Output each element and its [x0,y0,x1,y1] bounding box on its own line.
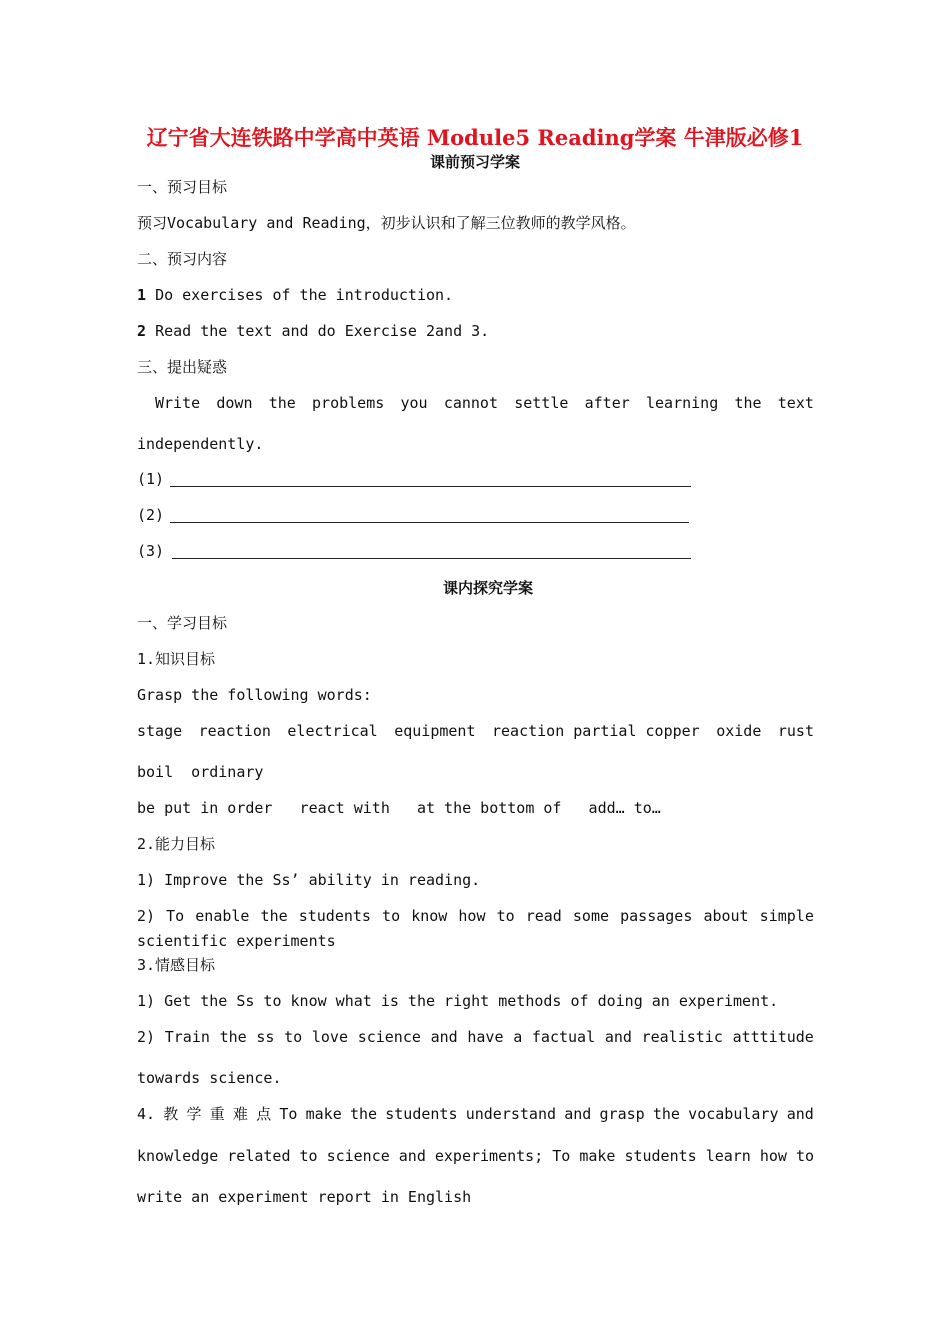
ability-goal-heading: 2.能力目标 [137,835,216,853]
word: to [795,1147,814,1165]
word: vocabulary [688,1105,779,1123]
word: atttitude [732,1028,814,1046]
vocab-line-2: boil ordinary [137,763,264,781]
word: cannot [443,394,498,412]
word: students [298,907,371,925]
knowledge-intro: Grasp the following words: [137,686,372,704]
section-preview-content: 二、预习内容 [137,250,228,268]
focus-line-2 [137,1146,814,1166]
word: 难 [232,1105,248,1123]
word: problems [312,394,385,412]
ability-goal-1: 1) Improve the Ss’ ability in reading. [137,871,481,889]
word: Train [164,1028,210,1046]
word: To [552,1147,571,1165]
word: To [166,907,185,925]
phrases-line: be put in order react with at the bottom of add… to… [137,799,661,817]
word: know [411,907,448,925]
word: experiments; [434,1147,544,1165]
word: to [284,1028,303,1046]
focus-line-3: write an experiment report in English [137,1188,472,1206]
blank-label-2: (2) [137,506,165,524]
word: and [430,1028,458,1046]
word: oxide [716,722,762,740]
word: the [734,394,762,412]
questions-instruction-cont: independently. [137,435,264,453]
emotion-goal-heading: 3.情感目标 [137,956,216,974]
word: Write [155,394,201,412]
word: love [311,1028,348,1046]
word: about [703,907,749,925]
document-title: 辽宁省大连铁路中学高中英语 Module5 Reading学案 牛津版必修1 [146,125,804,150]
word: how [458,907,486,925]
word: grasp [599,1105,645,1123]
word: down [216,394,253,412]
word: related [227,1147,291,1165]
ability-goal-2 [137,906,814,926]
word: make [305,1105,342,1123]
word: reaction partial copper [492,722,700,740]
answer-line-2[interactable] [170,522,689,523]
word: factual [531,1028,596,1046]
focus-line-1 [137,1104,814,1124]
word: to [299,1147,318,1165]
word: 4. [137,1105,156,1123]
word: 重 [209,1105,225,1123]
section-preview-goal: 一、预习目标 [137,178,228,196]
answer-line-3[interactable] [172,558,691,559]
word: 2) [137,907,156,925]
section-questions: 三、提出疑惑 [137,358,228,376]
word: 点 [256,1105,272,1123]
word: settle [514,394,569,412]
item-number: 1 [137,286,147,304]
item-number: 2 [137,322,147,340]
word: reaction [198,722,271,740]
word: the [268,394,296,412]
word: how [759,1147,787,1165]
word: stage [137,722,183,740]
word: 学 [186,1105,202,1123]
word: students [385,1105,458,1123]
section-learning-goals: 一、学习目标 [137,614,228,632]
word: the [219,1028,247,1046]
preview-goal-text: 预习Vocabulary and Reading，初步认识和了解三位教师的教学风格。 [137,214,636,232]
inclass-heading: 课内探究学案 [442,579,533,597]
word: read [525,907,562,925]
word: you [400,394,428,412]
item-text: Do exercises of the introduction. [155,286,454,304]
word: to [496,907,515,925]
word: learn [705,1147,751,1165]
word: learning [646,394,719,412]
blank-label-3: (3) [137,542,165,560]
word: knowledge [137,1147,219,1165]
item-text: Read the text and do Exercise 2and 3. [155,322,490,340]
word: science [357,1028,421,1046]
word: the [349,1105,378,1123]
word: have [467,1028,504,1046]
word: passages [620,907,693,925]
answer-line-1[interactable] [170,486,691,487]
word: after [584,394,630,412]
emotion-goal-1: 1) Get the Ss to know what is the right methods of doing an experiment. [137,992,779,1010]
word: and [564,1105,592,1123]
word: to [382,907,401,925]
word: a [513,1028,523,1046]
blank-label-1: (1) [137,470,165,488]
preview-item-1 [137,285,453,305]
word: and [398,1147,426,1165]
word: rust [777,722,814,740]
word: To [279,1105,298,1123]
word: realistic [641,1028,723,1046]
word: 2) [137,1028,156,1046]
preview-item-2 [137,321,489,341]
word: equipment [394,722,476,740]
questions-instruction [155,393,814,413]
word: 教 [163,1105,179,1123]
word: the [652,1105,680,1123]
word: and [604,1028,632,1046]
word: students [624,1147,697,1165]
emotion-goal-2 [137,1027,814,1047]
ability-goal-2-cont: scientific experiments [137,932,336,950]
word: text [777,394,814,412]
word: science [326,1147,390,1165]
word: understand [465,1105,557,1123]
word: some [572,907,610,925]
preview-heading: 课前预习学案 [429,153,520,171]
vocab-line-1 [137,721,814,741]
emotion-goal-2-cont: towards science. [137,1069,282,1087]
word: and [786,1105,814,1123]
word: enable [195,907,250,925]
word: make [579,1147,616,1165]
word: ss [256,1028,275,1046]
word: simple [759,907,814,925]
word: electrical [287,722,378,740]
word: the [260,907,288,925]
knowledge-goal-heading: 1.知识目标 [137,650,216,668]
